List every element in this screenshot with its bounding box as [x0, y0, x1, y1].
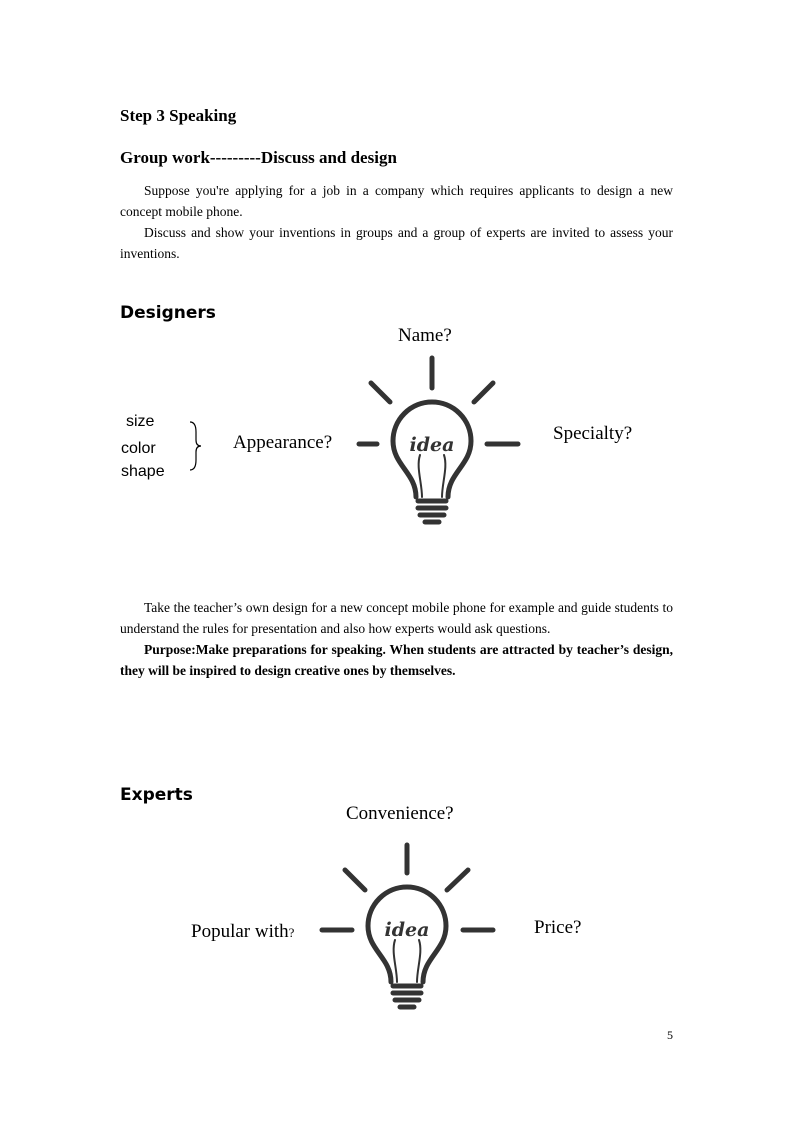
experts-title: Experts: [120, 785, 193, 805]
right-brace-icon: [188, 420, 202, 472]
purpose-paragraph: [120, 639, 673, 681]
price-question: Price?: [534, 917, 582, 938]
bulb-idea-text: idea: [384, 919, 430, 941]
specialty-question: Specialty?: [553, 423, 633, 444]
lightbulb-icon: [317, 840, 497, 1012]
lightbulb-icon: [352, 355, 522, 527]
purpose-label: Purpose:: [144, 642, 196, 657]
popular-with-text: Popular with: [191, 921, 289, 942]
step-heading: Step 3 Speaking: [120, 106, 237, 125]
designers-title: Designers: [120, 303, 216, 323]
popular-with-label: [191, 921, 294, 943]
name-question: Name?: [398, 325, 452, 346]
intro-text: [120, 180, 673, 264]
attribute-shape: shape: [121, 463, 165, 480]
explanation-text: [120, 597, 673, 681]
attribute-color: color: [121, 440, 156, 457]
intro-paragraph: Suppose you're applying for a job in a company which requires applicants to design a new concept mobile phone.: [120, 183, 673, 219]
intro-paragraph: Discuss and show your inventions in groups and a group of experts are invited to assess your inventions.: [120, 225, 673, 261]
appearance-question: Appearance?: [233, 432, 333, 453]
bulb-idea-text: idea: [409, 434, 455, 456]
page-number: 5: [667, 1028, 673, 1042]
popular-with-qmark: ?: [288, 925, 295, 940]
group-work-heading: Group work---------Discuss and design: [120, 148, 397, 167]
attribute-size: size: [126, 413, 155, 430]
purpose-text: Make preparations for speaking. When students are attracted by teacher’s design, they will be inspired to design creative ones by themselves.: [120, 642, 673, 678]
explanation-paragraph: Take the teacher’s own design for a new concept mobile phone for example and guide students to understand the rules for presentation and also how experts would ask questions.: [120, 600, 673, 636]
convenience-question: Convenience?: [346, 803, 454, 824]
